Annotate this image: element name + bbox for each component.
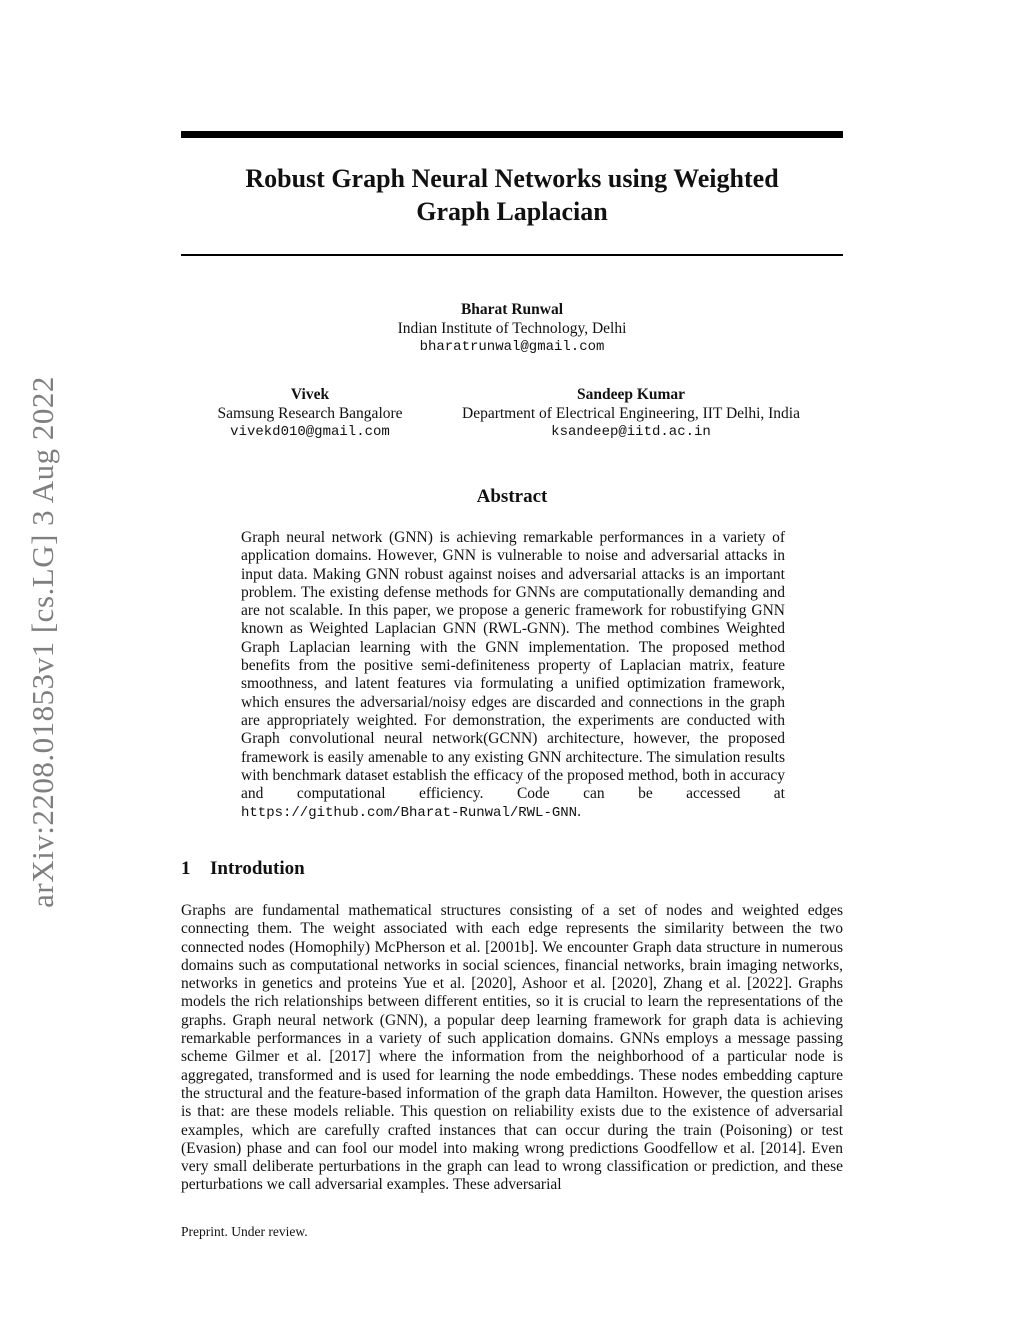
abstract-body-text: Graph neural network (GNN) is achieving remarkable performances in a variety of application domains. However, GNN is vulnerable to noise and adversarial attacks in input data. Making GNN robust against noises and adversarial attacks is an important problem. The existing defense methods for GNNs are computationally demanding and are not scalable. In this paper, we propose a generic framework for robustifying GNN known as Weighted Laplacian GNN (RWL-GNN). The method combines Weighted Graph Laplacian learning with the GNN implementation. The proposed method benefits from the positive semi-definiteness property of Laplacian matrix, feature smoothness, and latent features via formulating a unified optimization framework, which ensures the adversarial/noisy edges are discarded and connections in the graph are appropriately weighted. For demonstration, the experiments are conducted with Graph convolutional neural network(GCNN) architecture, however, the proposed framework is easily amenable to any existing GNN architecture. The simulation results with benchmark dataset establish the efficacy of the proposed method, both in accuracy and computational efficiency. Code can be accessed at: [241, 529, 785, 803]
author-affiliation: Department of Electrical Engineering, IIT Delhi, India: [462, 405, 800, 422]
section-title: Introdution: [210, 858, 305, 879]
title-line-2: Graph Laplacian: [416, 197, 608, 226]
title-line-1: Robust Graph Neural Networks using Weighted: [245, 164, 779, 193]
author-name: Vivek: [290, 386, 330, 403]
abstract-end-period: .: [577, 803, 581, 821]
abstract-text: [241, 529, 785, 823]
abstract-heading: Abstract: [476, 486, 548, 507]
title-bottom-rule: [181, 254, 843, 256]
section-heading-introduction: [181, 858, 305, 880]
author-email[interactable]: bharatrunwal@gmail.com: [419, 339, 605, 355]
arxiv-identifier[interactable]: arXiv:2208.01853v1 [cs.LG] 3 Aug 2022: [25, 376, 60, 908]
paper-title: [181, 162, 843, 228]
author-sandeep-kumar: [440, 385, 822, 442]
author-name: Bharat Runwal: [460, 301, 564, 318]
introduction-paragraph: Graphs are fundamental mathematical structures consisting of a set of nodes and weighted edges connecting them. The weight associated with each edge represents the similarity between the two connected nodes (Homophily) McPherson et al. [2001b]. We encounter Graph data structure in numerous domains such as computational networks in social sciences, financial networks, brain imaging networks, networks in genetics and proteins Yue et al. [2020], Ashoor et al. [2020], Zhang et al. [2022]. Graphs models the rich relationships between different entities, so it is crucial to learn the representations of the graphs. Graph neural network (GNN), a popular deep learning framework for graph data is achieving remarkable performances in a variety of such application domains. GNNs employs a message passing scheme Gilmer et al. [2017] where the information from the neighborhood of a particular node is aggregated, transformed and is used for learning the node embeddings. These nodes embedding capture the structural and the feature-based information of the graph data Hamilton. However, the question arises is that: are these models reliable. This question on reliability exists due to the existence of adversarial examples, which are carefully crafted instances that can occur during the train (Poisoning) or test (Evasion) phase and can fool our model into making wrong predictions Goodfellow et al. [2014]. Even very small deliberate perturbations in the graph can lead to wrong classification or prediction, and these perturbations we call adversarial examples. These adversarial: [181, 902, 843, 1194]
author-affiliation: Samsung Research Bangalore: [217, 405, 403, 422]
author-bharat-runwal: [181, 300, 843, 357]
title-top-rule: [181, 131, 843, 138]
author-affiliation: Indian Institute of Technology, Delhi: [397, 320, 627, 337]
author-vivek: [200, 385, 420, 442]
section-number: 1: [181, 858, 191, 879]
author-email[interactable]: vivekd010@gmail.com: [230, 424, 390, 440]
code-url-link[interactable]: https://github.com/Bharat-Runwal/RWL-GNN: [241, 805, 578, 822]
author-name: Sandeep Kumar: [576, 386, 686, 403]
author-email[interactable]: ksandeep@iitd.ac.in: [551, 424, 711, 440]
preprint-footer: Preprint. Under review.: [181, 1224, 308, 1239]
